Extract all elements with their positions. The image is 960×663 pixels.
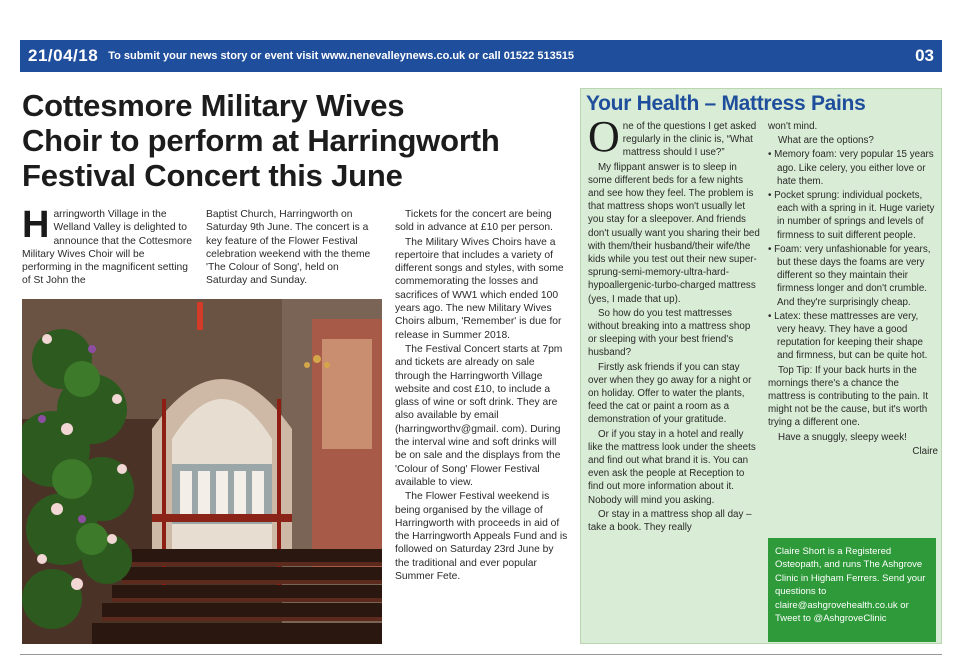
issue-date: 21/04/18: [28, 46, 99, 65]
health-paragraph: Or if you stay in a hotel and really like the mattress look under the sheets and find out what brand it is. You can even ask the people at Reception to find out more information about it. Nobody will mind you asking.: [588, 428, 756, 506]
health-paragraph: won't mind.: [768, 121, 818, 132]
lead-text: ne of the questions I get asked regularly in the clinic is, “What mattress should I use?”: [622, 121, 757, 159]
health-paragraph: My flippant answer is to sleep in some different beds for a few nights and see how they feel. The problem is that mattress shops won't usually let you stay for a sleepover. And friends don't usually want you sharing their bed with them/their husband/their wife/the kids while you test out their new super-sprung-semi-memory-ultra-hard-hypoallergenic-turbo-charged mattress (yes, I made that up).: [588, 161, 760, 305]
article-column-2: [206, 208, 381, 289]
closing-line: Have a snuggly, sleepy week!: [778, 431, 907, 443]
article-column-1: [22, 204, 194, 289]
bullet-item: • Foam: very unfashionable for years, but these days the foams are very different so they maintain their firmness longer and don't crumble. And they're surprisingly cheap.: [768, 243, 931, 308]
bullet-item: • Latex: these mattresses are very, very heavy. They have a good reputation for keeping their shape and firmness, but can be quite hot.: [768, 310, 928, 362]
options-heading: What are the options?: [778, 135, 874, 147]
health-paragraph: [588, 112, 760, 161]
top-tip: Top Tip: If your back hurts in the mornings there's a chance the mattress is contributing to the pain. It might not be the cause, but it's worth trying a different one.: [768, 364, 929, 429]
article-paragraph: Baptist Church, Harringworth on Saturday 9th June. The concert is a key feature of the Flower Festival celebration weekend with the theme 'The Colour of Song', held on Saturday and Sunday.: [206, 209, 371, 287]
author-signoff: Claire: [912, 445, 938, 457]
health-paragraph: Firstly ask friends if you can stay over when they go away for a night or on holiday. Offer to water the plants, feed the cat or paint a room as a demonstration of your gratitude.: [588, 361, 752, 426]
health-paragraph: So how do you test mattresses without breaking into a mattress shop or sleeping with your best friend's husband?: [588, 307, 751, 359]
bullet-item: • Pocket sprung: individual pockets, each with a spring in it. Huge variety in number of springs and levels of firmness to suit different people.: [768, 190, 935, 241]
health-column-2: [768, 120, 938, 459]
drop-cap: H: [22, 204, 50, 246]
church-interior-photo: [22, 299, 382, 644]
drop-cap: O: [588, 112, 620, 161]
article-paragraph: Tickets for the concert are being sold in advance at £10 per person.: [395, 209, 553, 234]
article-paragraph: [22, 204, 194, 288]
article-paragraph: The Military Wives Choirs have a repertoire that includes a variety of different songs and styles, with some commemorating the losses and sacrifices of WW1 which ended 100 years ago. The new Military Wives Choirs album, 'Remember' is due for release in Summer 2018.: [395, 236, 564, 341]
article-column-3: [395, 208, 570, 584]
headline-line: Choir to perform at Harringworth: [22, 123, 500, 158]
author-info-text: Claire Short is a Registered Osteopath, and runs The Ashgrove Clinic in Higham Ferrers. Send your questions to claire@ashgrovehealth.co.uk or Tweet to @AshgroveClinic: [775, 546, 926, 625]
footer-rule: [20, 654, 942, 655]
church-illustration: [22, 299, 382, 644]
article-paragraph: The Flower Festival weekend is being organised by the village of Harringworth with proceeds in aid of the Harringworth Appeals Fund and is followed on Saturday 23rd June by the traditional and ever popular Summer Fete.: [395, 491, 568, 583]
health-column-1: [588, 112, 760, 535]
page-number: 03: [915, 46, 934, 65]
lead-text: arringworth Village in the Welland Valley is delighted to announce that the Cottesmore Military Wives Choir will be performing in the magnificent setting of St John the: [22, 209, 192, 287]
headline-line: Festival Concert this June: [22, 158, 403, 193]
article-paragraph: The Festival Concert starts at 7pm and tickets are already on sale through the Harringworth Village website and cost £10, to include a glass of wine or soft drink. They are also available by email (harringworthv@gmail. com). During the interval wine and soft drinks will be on sale and the displays from the 'Colour of Song' Flower Festival available to view.: [395, 343, 563, 488]
bullet-item: • Memory foam: very popular 15 years ago. Like celery, you either love or hate them.: [768, 149, 934, 187]
health-paragraph: Or stay in a mattress shop all day – take a book. They really: [588, 508, 752, 534]
header-bar: [20, 40, 942, 72]
author-info-box: [768, 538, 936, 642]
health-column-title: Your Health – Mattress Pains: [586, 92, 866, 115]
submission-strap: To submit your news story or event visit www.nenevalleynews.co.uk or call 01522 513515: [108, 50, 575, 62]
headline-line: Cottesmore Military Wives: [22, 88, 405, 123]
article-headline: [22, 88, 577, 193]
